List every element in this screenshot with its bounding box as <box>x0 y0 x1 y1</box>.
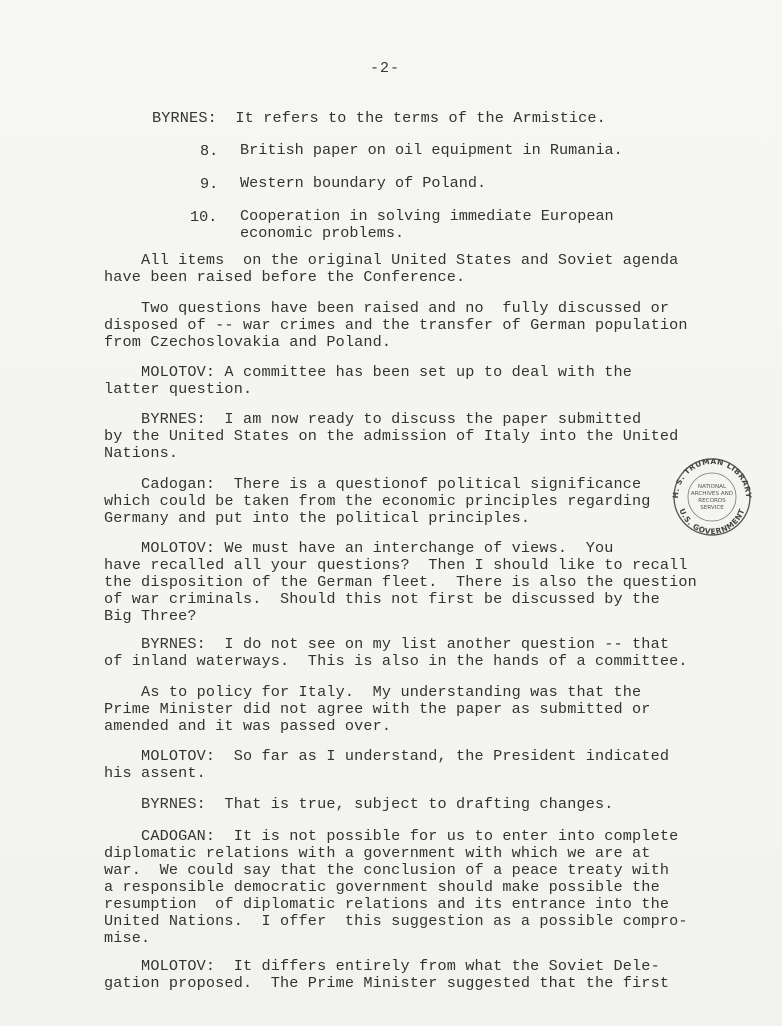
paragraph: BYRNES: I am now ready to discuss the paper submitted by the United States on the admission of Italy into the United Nations. <box>104 410 679 462</box>
paragraph: Cadogan: There is a questionof political significance which could be taken from the economic principles regarding Germany and put into the political principles. <box>104 475 651 527</box>
paragraph: All items on the original United States and Soviet agenda have been raised before the Conference. <box>104 251 679 286</box>
list-item-number: 9. <box>200 175 219 193</box>
paragraph: BYRNES: That is true, subject to drafting changes. <box>104 795 614 813</box>
stamp-line: NATIONAL <box>697 484 727 490</box>
paragraph: MOLOTOV: It differs entirely from what the Soviet Dele- gation proposed. The Prime Minister suggested that the first <box>104 957 670 992</box>
paragraph: MOLOTOV: So far as I understand, the President indicated his assent. <box>104 747 670 782</box>
stamp-top-text: H. S. TRUMAN LIBRARY <box>670 456 754 499</box>
paragraph: As to policy for Italy. My understanding was that the Prime Minister did not agree with the paper as submitted or amended and it was passed over. <box>104 683 651 735</box>
intro-text: It refers to the terms of the Armistice. <box>235 109 606 127</box>
list-item-text: Cooperation in solving immediate European economic problems. <box>240 207 614 242</box>
paragraph: MOLOTOV: A committee has been set up to deal with the latter question. <box>104 363 633 398</box>
stamp-line: RECORDS <box>698 498 726 504</box>
page-number: -2- <box>370 60 401 77</box>
list-item-number: 10. <box>190 208 218 226</box>
archive-stamp <box>664 452 760 538</box>
paragraph: Two questions have been raised and no fully discussed or disposed of -- war crimes and the transfer of German population from Czechoslovakia and Poland. <box>104 299 688 351</box>
list-item-text: Western boundary of Poland. <box>240 174 487 192</box>
paragraph: MOLOTOV: We must have an interchange of views. You have recalled all your questions? Then I should like to recall the disposition of the German fleet. There is also the question of war criminals. Should this not first be discussed by the Big Three? <box>104 539 697 625</box>
paragraph: CADOGAN: It is not possible for us to enter into complete diplomatic relations with a government with which we are at war. We could say that the conclusion of a peace treaty with a responsible democratic government should make possible the resumption of diplomatic relations and its entrance into the United Nations. I offer this suggestion as a possible compro- mise. <box>104 827 688 947</box>
stamp-line: ARCHIVES AND <box>690 491 734 497</box>
paragraph: BYRNES: I do not see on my list another question -- that of inland waterways. This is also in the hands of a committee. <box>104 635 688 670</box>
speaker-label: BYRNES: <box>152 109 217 127</box>
stamp-line: SERVICE <box>700 505 724 511</box>
list-item-text: British paper on oil equipment in Rumania. <box>240 141 623 159</box>
svg-text:U.S. GOVERNMENT <box>677 507 746 536</box>
list-item-number: 8. <box>200 142 219 160</box>
intro-line <box>152 110 606 127</box>
stamp-bottom-text: U.S. GOVERNMENT <box>677 507 747 537</box>
